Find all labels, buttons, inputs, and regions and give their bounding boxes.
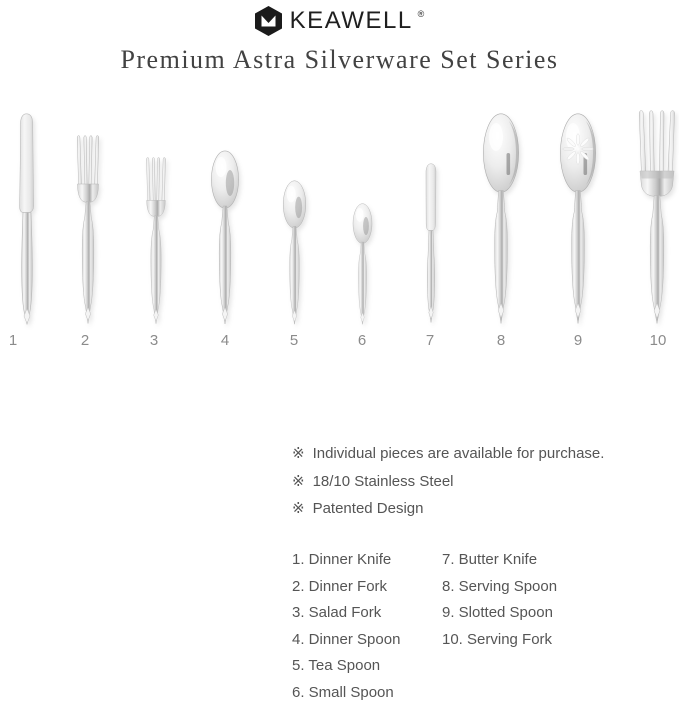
- dinner-knife-image: [14, 113, 40, 325]
- note-text: 18/10 Stainless Steel: [312, 472, 454, 490]
- legend-item: 3. Salad Fork: [292, 604, 382, 622]
- legend-column-1: [292, 547, 400, 702]
- legend-item: 7. Butter Knife: [442, 551, 538, 568]
- note-item: [292, 495, 604, 523]
- note-item: [292, 468, 604, 496]
- piece-number: 10: [649, 332, 667, 349]
- serving-spoon-image: [482, 113, 520, 325]
- product-notes: [292, 440, 604, 523]
- note-text: Patented Design: [312, 500, 424, 517]
- legend-item: 9. Slotted Spoon: [442, 604, 553, 622]
- legend-item: 10. Serving Fork: [442, 630, 553, 648]
- legend-item: 5. Tea Spoon: [292, 657, 381, 675]
- piece-number: 9: [573, 332, 583, 349]
- piece-number: 5: [289, 332, 299, 349]
- legend-item: 1. Dinner Knife: [292, 551, 392, 568]
- piece-number: 6: [357, 332, 367, 349]
- slotted-spoon-image: [559, 113, 597, 325]
- page-title: Premium Astra Silverware Set Series: [120, 45, 559, 74]
- registered-trademark: ®: [417, 9, 425, 19]
- legend-column-2: [442, 547, 557, 653]
- piece-number: 2: [80, 332, 90, 349]
- legend-item: 8. Serving Spoon: [442, 577, 558, 595]
- note-item: [292, 440, 604, 468]
- dinner-fork-image: [75, 135, 101, 325]
- piece-number: 7: [425, 332, 435, 349]
- salad-fork-image: [144, 157, 168, 325]
- small-spoon-image: [352, 203, 373, 325]
- legend-item: 4. Dinner Spoon: [292, 630, 401, 648]
- reference-mark: ※: [292, 472, 305, 490]
- tea-spoon-image: [282, 180, 307, 325]
- serving-fork-image: [636, 110, 678, 325]
- note-text: Individual pieces are available for purchase.: [312, 445, 605, 462]
- piece-number: 3: [149, 332, 159, 349]
- legend-item: 6. Small Spoon: [292, 683, 394, 701]
- reference-mark: ※: [292, 500, 305, 517]
- piece-number: 8: [496, 332, 506, 349]
- piece-number: 1: [8, 332, 18, 349]
- legend-item: 2. Dinner Fork: [292, 577, 388, 595]
- brand-name: KEAWELL: [289, 7, 413, 34]
- dinner-spoon-image: [210, 150, 240, 325]
- reference-mark: ※: [292, 445, 305, 462]
- piece-number: 4: [220, 332, 230, 349]
- butter-knife-image: [422, 163, 440, 323]
